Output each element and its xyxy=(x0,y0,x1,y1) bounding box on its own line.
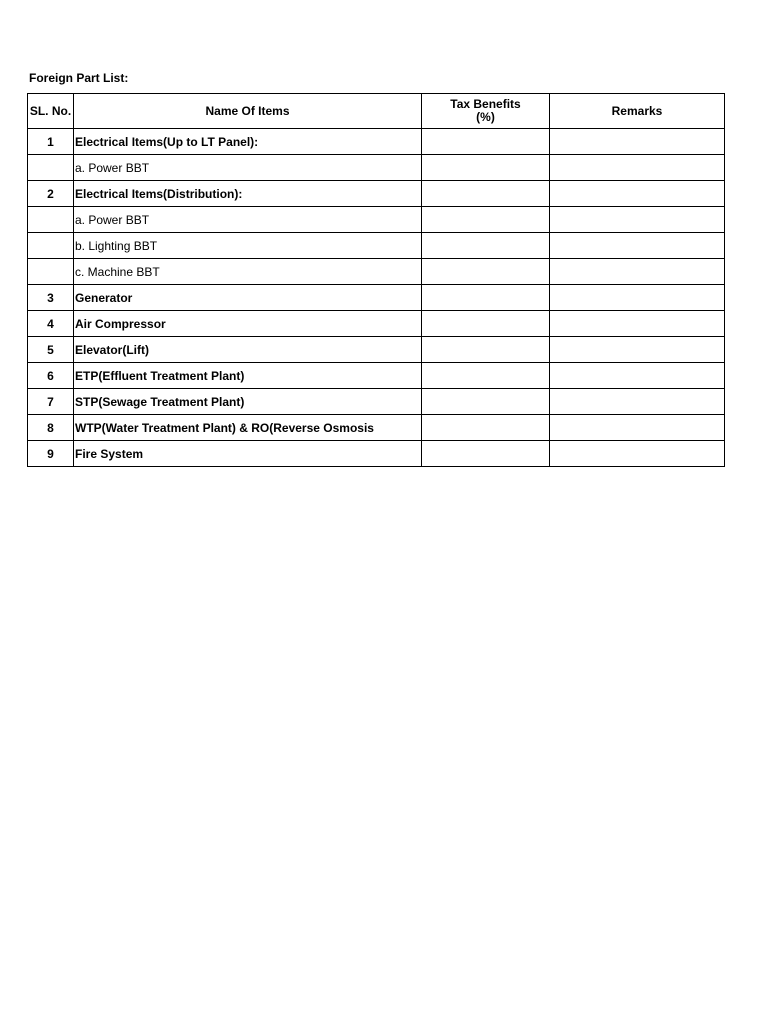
table-row xyxy=(28,129,725,155)
item-name-cell: a. Power BBT xyxy=(74,155,422,181)
table-row xyxy=(28,415,725,441)
remarks-cell[interactable] xyxy=(550,129,725,155)
tax-benefits-cell[interactable] xyxy=(422,233,550,259)
sl-no-cell: 8 xyxy=(28,415,74,441)
tax-benefits-header-line2: (%) xyxy=(476,110,495,124)
item-name-cell: ETP(Effluent Treatment Plant) xyxy=(74,363,422,389)
remarks-header: Remarks xyxy=(550,94,725,129)
tax-benefits-cell[interactable] xyxy=(422,337,550,363)
tax-benefits-cell[interactable] xyxy=(422,311,550,337)
remarks-cell[interactable] xyxy=(550,285,725,311)
sl-no-cell xyxy=(28,207,74,233)
item-name-cell: a. Power BBT xyxy=(74,207,422,233)
table-row xyxy=(28,441,725,467)
item-name-cell: Generator xyxy=(74,285,422,311)
remarks-cell[interactable] xyxy=(550,415,725,441)
table-row xyxy=(28,207,725,233)
page-title: Foreign Part List: xyxy=(29,71,129,85)
tax-benefits-cell[interactable] xyxy=(422,441,550,467)
tax-benefits-cell[interactable] xyxy=(422,285,550,311)
sl-no-cell: 5 xyxy=(28,337,74,363)
tax-benefits-cell[interactable] xyxy=(422,181,550,207)
tax-benefits-cell[interactable] xyxy=(422,155,550,181)
foreign-part-table xyxy=(27,93,725,467)
sl-no-header: SL. No. xyxy=(28,94,74,129)
table-row xyxy=(28,389,725,415)
table-row xyxy=(28,363,725,389)
table-row xyxy=(28,285,725,311)
remarks-cell[interactable] xyxy=(550,207,725,233)
sl-no-cell: 3 xyxy=(28,285,74,311)
sl-no-cell xyxy=(28,233,74,259)
sl-no-cell: 6 xyxy=(28,363,74,389)
tax-benefits-cell[interactable] xyxy=(422,389,550,415)
tax-benefits-cell[interactable] xyxy=(422,415,550,441)
tax-benefits-header-line1: Tax Benefits xyxy=(450,97,521,111)
table-row xyxy=(28,233,725,259)
remarks-cell[interactable] xyxy=(550,259,725,285)
remarks-cell[interactable] xyxy=(550,155,725,181)
item-name-cell: Elevator(Lift) xyxy=(74,337,422,363)
tax-benefits-cell[interactable] xyxy=(422,363,550,389)
sl-no-cell xyxy=(28,155,74,181)
table-row xyxy=(28,181,725,207)
table-row xyxy=(28,259,725,285)
item-name-cell: c. Machine BBT xyxy=(74,259,422,285)
tax-benefits-cell[interactable] xyxy=(422,129,550,155)
item-name-cell: WTP(Water Treatment Plant) & RO(Reverse Osmosis xyxy=(74,415,422,441)
sl-no-cell: 2 xyxy=(28,181,74,207)
sl-no-cell: 1 xyxy=(28,129,74,155)
name-of-items-header: Name Of Items xyxy=(74,94,422,129)
sl-no-cell xyxy=(28,259,74,285)
table-row xyxy=(28,311,725,337)
tax-benefits-cell[interactable] xyxy=(422,207,550,233)
item-name-cell: Fire System xyxy=(74,441,422,467)
table-header-row xyxy=(28,94,725,129)
sl-no-cell: 7 xyxy=(28,389,74,415)
item-name-cell: STP(Sewage Treatment Plant) xyxy=(74,389,422,415)
remarks-cell[interactable] xyxy=(550,337,725,363)
remarks-cell[interactable] xyxy=(550,363,725,389)
item-name-cell: Electrical Items(Distribution): xyxy=(74,181,422,207)
table-row xyxy=(28,155,725,181)
tax-benefits-cell[interactable] xyxy=(422,259,550,285)
remarks-cell[interactable] xyxy=(550,311,725,337)
remarks-cell[interactable] xyxy=(550,233,725,259)
item-name-cell: Electrical Items(Up to LT Panel): xyxy=(74,129,422,155)
sl-no-cell: 4 xyxy=(28,311,74,337)
tax-benefits-header xyxy=(422,94,550,129)
item-name-cell: Air Compressor xyxy=(74,311,422,337)
item-name-cell: b. Lighting BBT xyxy=(74,233,422,259)
table-body xyxy=(28,129,725,467)
remarks-cell[interactable] xyxy=(550,181,725,207)
sl-no-cell: 9 xyxy=(28,441,74,467)
table-row xyxy=(28,337,725,363)
remarks-cell[interactable] xyxy=(550,389,725,415)
remarks-cell[interactable] xyxy=(550,441,725,467)
